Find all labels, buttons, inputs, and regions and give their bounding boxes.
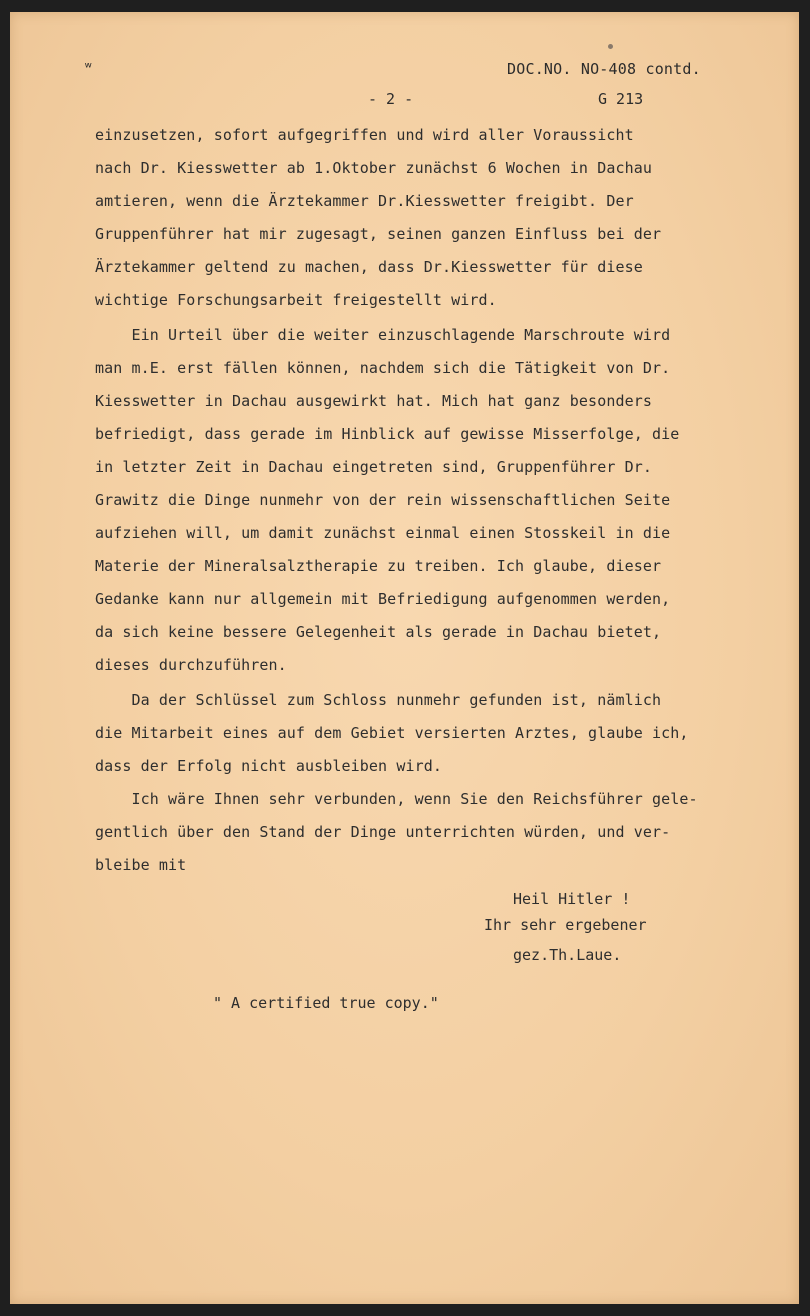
reference-code: G 213 — [598, 90, 644, 108]
page-number: - 2 - — [368, 90, 414, 108]
valediction: Ihr sehr ergebener — [484, 916, 647, 934]
body-line: man m.E. erst fällen können, nachdem sich die Tätigkeit von Dr. — [95, 359, 671, 377]
body-line: Gedanke kann nur allgemein mit Befriedigung aufgenommen werden, — [95, 590, 671, 608]
body-line: Gruppenführer hat mir zugesagt, seinen ganzen Einfluss bei der — [95, 225, 662, 243]
body-line: Ein Urteil über die weiter einzuschlagende Marschroute wird — [95, 326, 671, 344]
body-line: amtieren, wenn die Ärztekammer Dr.Kiesswetter freigibt. Der — [95, 192, 634, 210]
certification-note: " A certified true copy." — [213, 994, 439, 1012]
body-line: wichtige Forschungsarbeit freigestellt wird. — [95, 291, 497, 309]
body-line: aufziehen will, um damit zunächst einmal einen Stosskeil in die — [95, 524, 671, 542]
body-line: Ich wäre Ihnen sehr verbunden, wenn Sie den Reichsführer gele- — [95, 790, 698, 808]
body-line: da sich keine bessere Gelegenheit als gerade in Dachau bietet, — [95, 623, 662, 641]
body-line: gentlich über den Stand der Dinge unterrichten würden, und ver- — [95, 823, 671, 841]
body-line: einzusetzen, sofort aufgegriffen und wird aller Voraussicht — [95, 126, 634, 144]
body-line: nach Dr. Kiesswetter ab 1.Oktober zunächst 6 Wochen in Dachau — [95, 159, 652, 177]
body-line: befriedigt, dass gerade im Hinblick auf gewisse Misserfolge, die — [95, 425, 680, 443]
body-line: Materie der Mineralsalztherapie zu treiben. Ich glaube, dieser — [95, 557, 662, 575]
body-line: in letzter Zeit in Dachau eingetreten sind, Gruppenführer Dr. — [95, 458, 652, 476]
body-line: Da der Schlüssel zum Schloss nunmehr gefunden ist, nämlich — [95, 691, 662, 709]
body-line: dieses durchzuführen. — [95, 656, 287, 674]
body-line: Kiesswetter in Dachau ausgewirkt hat. Mich hat ganz besonders — [95, 392, 652, 410]
punch-dot — [608, 44, 613, 49]
document-page — [10, 12, 799, 1304]
body-line: bleibe mit — [95, 856, 187, 874]
document-number: DOC.NO. NO-408 contd. — [507, 60, 701, 78]
body-line: dass der Erfolg nicht ausbleiben wird. — [95, 757, 442, 775]
signature: gez.Th.Laue. — [513, 946, 622, 964]
body-line: Grawitz die Dinge nunmehr von der rein wissenschaftlichen Seite — [95, 491, 671, 509]
greeting: Heil Hitler ! — [513, 890, 631, 908]
body-line: Ärztekammer geltend zu machen, dass Dr.Kiesswetter für diese — [95, 258, 643, 276]
handwritten-mark: ʷ — [84, 60, 93, 76]
body-line: die Mitarbeit eines auf dem Gebiet versierten Arztes, glaube ich, — [95, 724, 689, 742]
